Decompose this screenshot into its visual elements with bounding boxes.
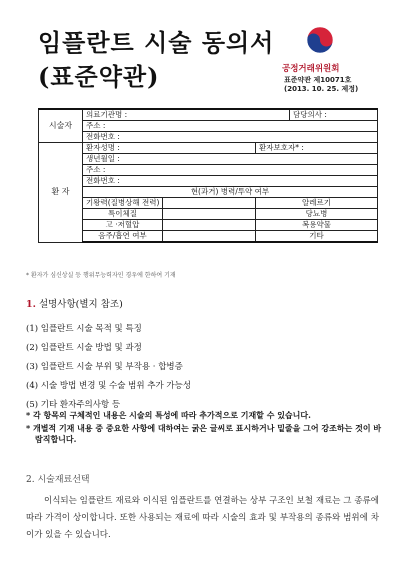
note-text: * 개별적 기재 내용 중 중요한 사항에 대하여는 굵은 글씨로 표시하거나 밑줄을 그어 강조하는 것이 바람직합니다. — [26, 423, 382, 444]
section-1-notes — [26, 410, 386, 447]
table-row — [39, 187, 378, 198]
list-item: (3) 임플란트 시술 부위 및 부작용 · 합병증 — [26, 362, 183, 372]
history-value[interactable] — [163, 198, 256, 209]
patient-label: 환 자 — [39, 143, 83, 243]
history-label: 당뇨병 — [256, 209, 378, 220]
table-row — [39, 143, 378, 154]
table-row — [39, 176, 378, 187]
section-2-heading: 2. 시술재료선택 — [26, 475, 90, 485]
title-line-1: 임플란트 시술 동의서 — [38, 28, 275, 57]
history-label: 음주/흡연 여부 — [83, 231, 163, 243]
history-value[interactable] — [163, 209, 256, 220]
table-row — [39, 109, 378, 121]
patient-phone-field[interactable]: 전화번호 : — [83, 176, 378, 187]
section-1-number: 1. — [26, 299, 36, 310]
birthdate-field[interactable]: 생년월일 : — [83, 154, 378, 165]
patient-name-field[interactable]: 환자성명 : — [83, 143, 256, 154]
institution-field[interactable]: 의료기관명 : — [83, 109, 290, 121]
table-footnote: * 환자가 심신상실 등 행위무능력자인 경우에 한하여 기재 — [26, 272, 176, 279]
ftc-emblem-icon — [306, 26, 334, 54]
section-1-heading — [26, 296, 123, 310]
list-item: (1) 임플란트 시술 목적 및 특징 — [26, 324, 142, 334]
history-value[interactable] — [163, 220, 256, 231]
history-value[interactable] — [163, 231, 256, 243]
history-label: 알레르기 — [256, 198, 378, 209]
table-row — [39, 231, 378, 243]
explanation-list — [26, 320, 191, 415]
history-label: 기타 — [256, 231, 378, 243]
consent-info-table — [38, 108, 378, 243]
standard-number: 표준약관 제10071호 — [284, 76, 352, 84]
history-label: 기왕력(질병상해 전력) — [83, 198, 163, 209]
practitioner-label: 시술자 — [39, 109, 83, 143]
practitioner-phone-field[interactable]: 전화번호 : — [83, 132, 378, 143]
standard-date: (2013. 10. 25. 제정) — [284, 85, 359, 93]
table-row — [39, 220, 378, 231]
section-2-paragraph: 이식되는 임플란트 재료와 이식된 임플란트를 연결하는 상부 구조인 보철 재료는 그 종류에 따라 가격이 상이합니다. 또한 사용되는 재료에 따라 시술의 효과 및 부작용의 종류와 범위에 차이가 있을 수 있습니다. — [26, 496, 379, 540]
standard-info — [284, 76, 358, 94]
table-row — [39, 121, 378, 132]
list-item: (2) 임플란트 시술 방법 및 과정 — [26, 343, 142, 353]
practitioner-address-field[interactable]: 주소 : — [83, 121, 378, 132]
table-row — [39, 209, 378, 220]
table-row — [39, 165, 378, 176]
table-row — [39, 132, 378, 143]
patient-address-field[interactable]: 주소 : — [83, 165, 378, 176]
section-1-title: 설명사항(별지 참조) — [38, 299, 123, 310]
guardian-field[interactable]: 환자보호자* : — [256, 143, 378, 154]
history-header: 현(과거) 병력/투약 여부 — [83, 187, 378, 198]
list-item: (4) 시술 방법 변경 및 수술 범위 추가 가능성 — [26, 381, 192, 391]
document-title — [38, 26, 278, 94]
history-label: 고 ·저혈압 — [83, 220, 163, 231]
history-label: 복용약물 — [256, 220, 378, 231]
note-text: * 각 항목의 구체적인 내용은 시술의 특성에 따라 추가적으로 기재할 수 있습니다. — [26, 410, 311, 420]
table-row — [39, 198, 378, 209]
title-line-2: (표준약관) — [38, 62, 160, 91]
table-row — [39, 154, 378, 165]
org-name: 공정거래위원회 — [282, 64, 340, 74]
history-label: 특이체질 — [83, 209, 163, 220]
list-item: (5) 기타 환자주의사항 등 — [26, 400, 121, 410]
doctor-field[interactable]: 담당의사 : — [290, 109, 378, 121]
